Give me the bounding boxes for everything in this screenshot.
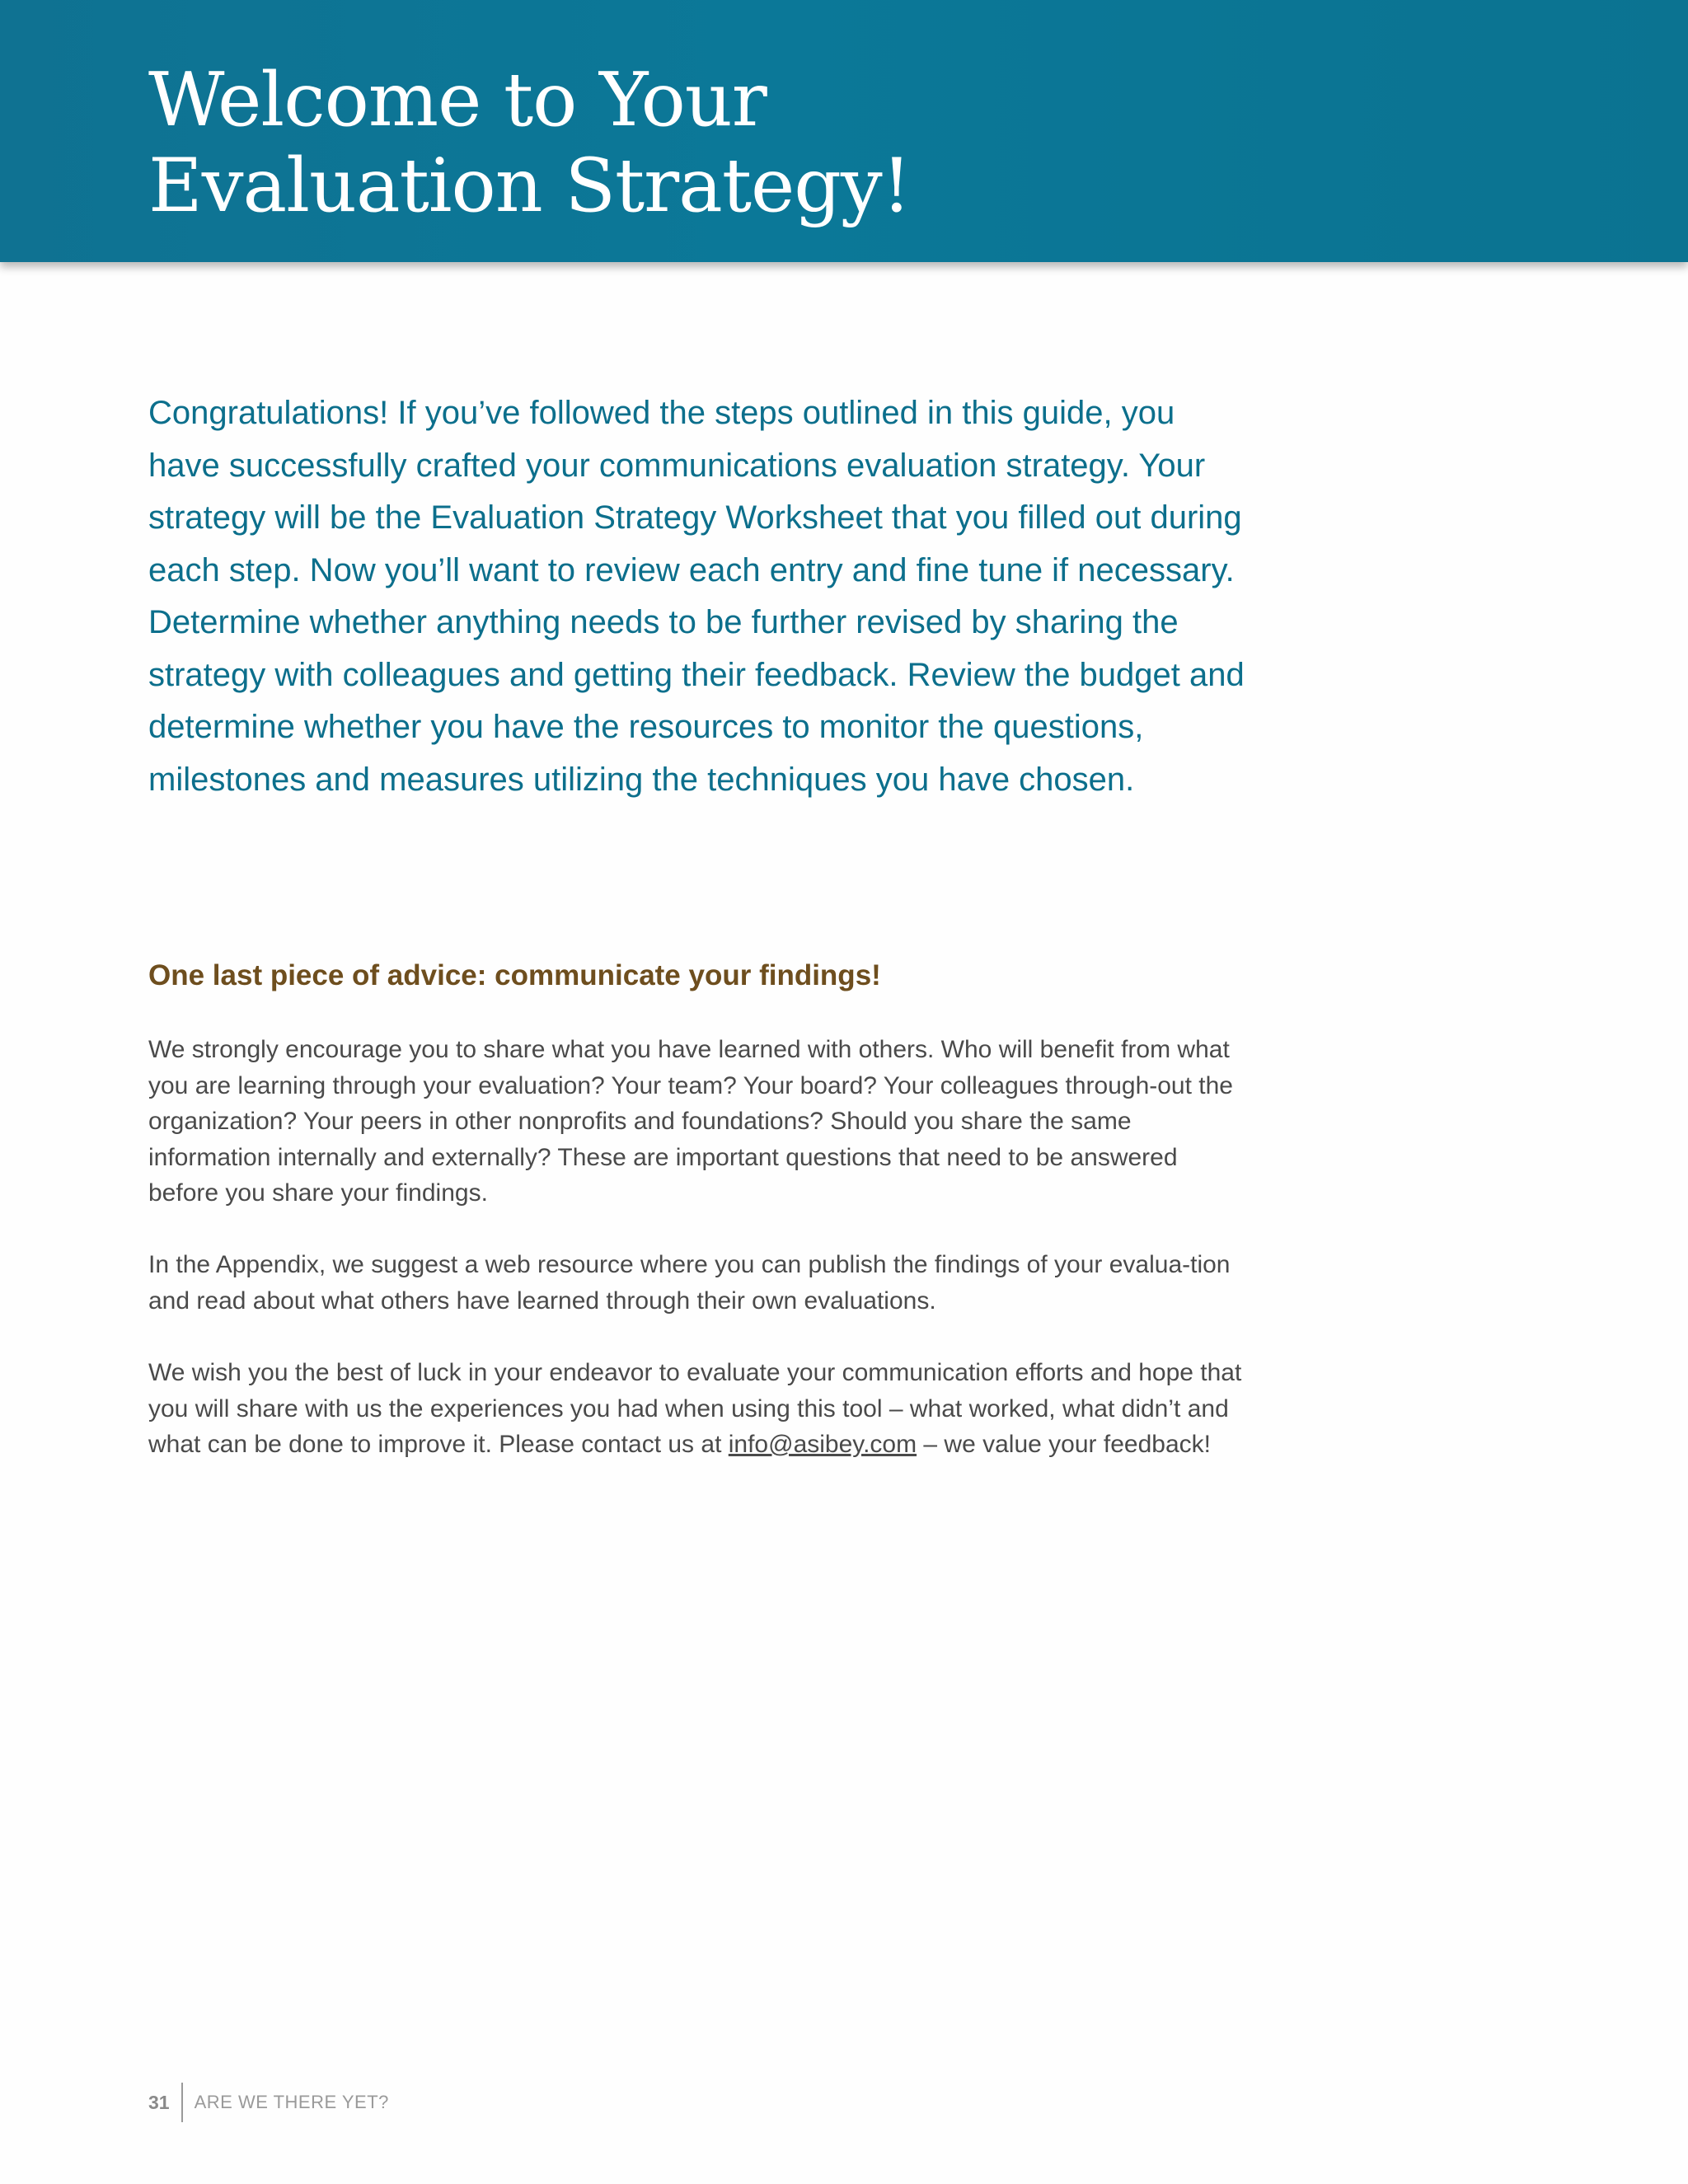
intro-paragraph: Congratulations! If you’ve followed the steps outlined in this guide, you have successfully crafted your communications evaluation strategy. Your strategy will be the Evaluation Strategy Worksheet that you filled out during each step. Now you’ll want to review each entry and fine tune if necessary. Determine whether anything needs to be further revised by sharing the strategy with colleagues and getting their feedback. Review the budget and determine whether you have the resources to monitor the questions, milestones and measures utilizing the techniques you have chosen. <box>148 395 1245 798</box>
footer-divider <box>181 2083 183 2122</box>
body-paragraph-1: We strongly encourage you to share what you have learned with others. Who will benefit from what you are learning through your evaluation? Your team? Your board? Your colleagues through-out the organization? Your peers in other nonprofits and foundations? Should you share the same information internally and externally? These are important questions that need to be answered before you share your findings. <box>148 1036 1233 1207</box>
body-paragraph-3-text-after: – we value your feedback! <box>917 1431 1211 1458</box>
publication-title: ARE WE THERE YET? <box>194 2092 389 2112</box>
title-banner <box>0 0 1688 262</box>
body-paragraph-2: In the Appendix, we suggest a web resource where you can publish the findings of your evalua-tion and read about what others have learned through their own evaluations. <box>148 1251 1231 1315</box>
body-paragraph-3 <box>148 1355 1253 1463</box>
advice-heading: One last piece of advice: communicate your findings! <box>148 959 881 991</box>
body-paragraph-3-text-before: We wish you the best of luck in your endeavor to evaluate your communication efforts and hope that you will share with us the experiences you had when using this tool – what worked, what didn’t and what can be done to improve it. Please contact us at <box>148 1359 1242 1458</box>
page-title-line-2: Evaluation Strategy! <box>148 143 911 229</box>
page-title-line-1: Welcome to Your <box>148 57 767 143</box>
page-title <box>148 58 911 229</box>
contact-email-link[interactable]: info@asibey.com <box>728 1431 917 1458</box>
page-footer <box>148 2083 389 2122</box>
page-number: 31 <box>148 2091 170 2113</box>
